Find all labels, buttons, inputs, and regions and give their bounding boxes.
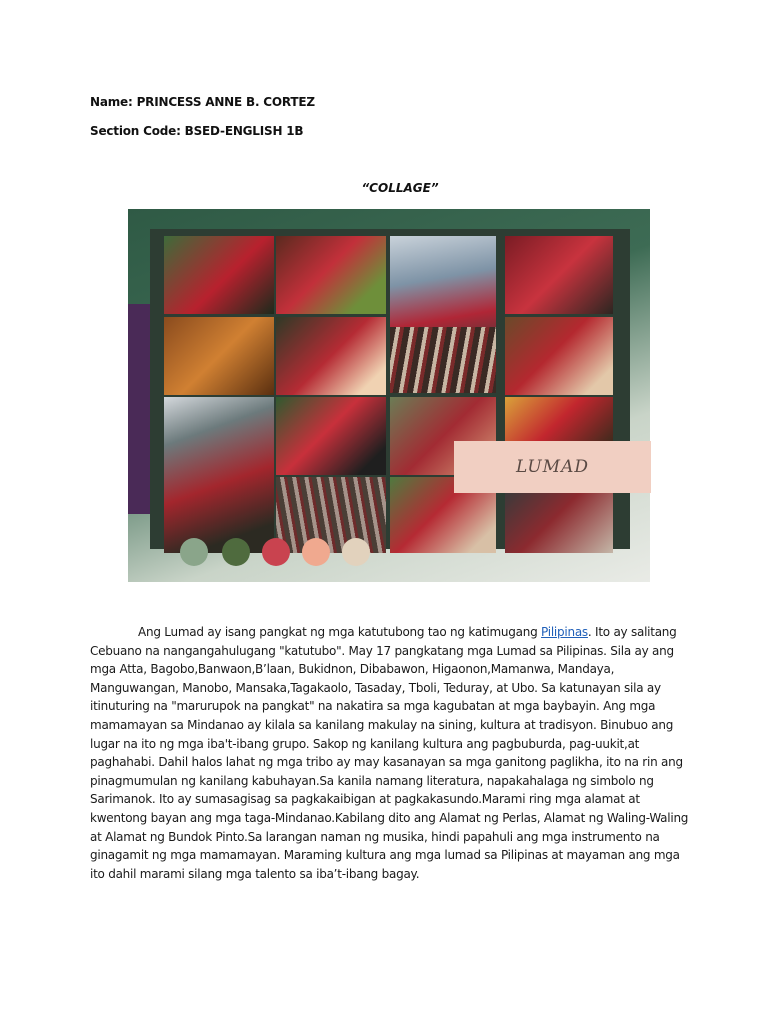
- name-line: [90, 95, 315, 109]
- palette-swatch-olive: [222, 538, 250, 566]
- collage-title: “COLLAGE”: [361, 181, 439, 195]
- photo-crowd-ceremony: [164, 317, 274, 395]
- name-value: PRINCESS ANNE B. CORTEZ: [136, 95, 315, 109]
- palette-swatch-cream: [342, 538, 370, 566]
- lumad-term: Lumad: [164, 625, 204, 639]
- palette-swatch-sage: [180, 538, 208, 566]
- paragraph-start: Ang: [138, 625, 165, 639]
- purple-band: [128, 304, 150, 514]
- photo-performers: [276, 236, 386, 314]
- photo-woman-portrait: [164, 397, 274, 553]
- body-paragraph: [90, 623, 690, 883]
- lumad-banner: LUMAD: [454, 441, 651, 493]
- section-line: [90, 124, 303, 138]
- photo-tribe-group: [164, 236, 274, 314]
- photo-children: [276, 317, 386, 395]
- photo-headdresses: [505, 397, 613, 445]
- photo-weaver: [276, 477, 386, 553]
- photo-market-stall: [505, 317, 613, 395]
- collage-image: [128, 209, 650, 582]
- photo-musicians: [505, 491, 613, 553]
- paragraph-text-2: ay isang pangkat ng mga katutubong tao ng katimugang: [203, 625, 542, 639]
- palette-swatch-peach: [302, 538, 330, 566]
- photo-dancers: [276, 397, 386, 475]
- section-value: BSED-ENGLISH 1B: [184, 124, 304, 138]
- name-label: Name:: [90, 95, 133, 109]
- palette-swatch-red: [262, 538, 290, 566]
- pilipinas-link[interactable]: Pilipinas: [541, 625, 588, 639]
- section-label: Section Code:: [90, 124, 181, 138]
- photo-woven-textile: [390, 327, 496, 393]
- paragraph-text-3: . Ito ay salitang Cebuano na nangangahulugang "katutubo". May 17 pangkatang mga Lumad sa Pilipinas. Sila ay ang mga Atta, Bagobo,Banwaon,B’laan, Bukidnon, Dibabawon, Higaonon,Mamanwa, Mandaya, Manguwangan, Manobo, Mansaka,Tagakaolo, Tasaday, Tboli, Teduray, at Ubo. Sa katunayan sila ay itinuturing na "marurupok na pangkat" na nakatira sa mga kagubatan at mga baybayin. Ang mga mamamayan sa Mindanao ay kilala sa kanilang makulay na sining, kultura at tradisyon. Binubuo ang lugar na ito ng mga iba't-ibang grupo. Sakop ng kanilang kultura ang pagbuburda, pag-uukit,at paghahabi. Dahil halos lahat ng mga tribo ay may kasanayan sa mga ganitong paglikha, ito na rin ang pinagmumulan ng kanilang kabuhayan.Sa kanila namang literatura, napakahalaga ng simbolo ng Sarimanok. Ito ay sumasagisag sa pagkakaibigan at pagkakasundo.Marami ring mga alamat at kwentong bayan ang mga taga-Mindanao.Kabilang dito ang Alamat ng Perlas, Alamat ng Waling-Waling at Alamat ng Bundok Pinto.Sa larangan naman ng musika, hindi papahuli ang mga instrumento na ginagamit ng mga mamamayan. Maraming kultura ang mga lumad sa Pilipinas at mayaman ang mga ito dahil marami silang mga talento sa iba’t-ibang bagay.: [90, 625, 689, 881]
- photo-women-group: [505, 236, 613, 314]
